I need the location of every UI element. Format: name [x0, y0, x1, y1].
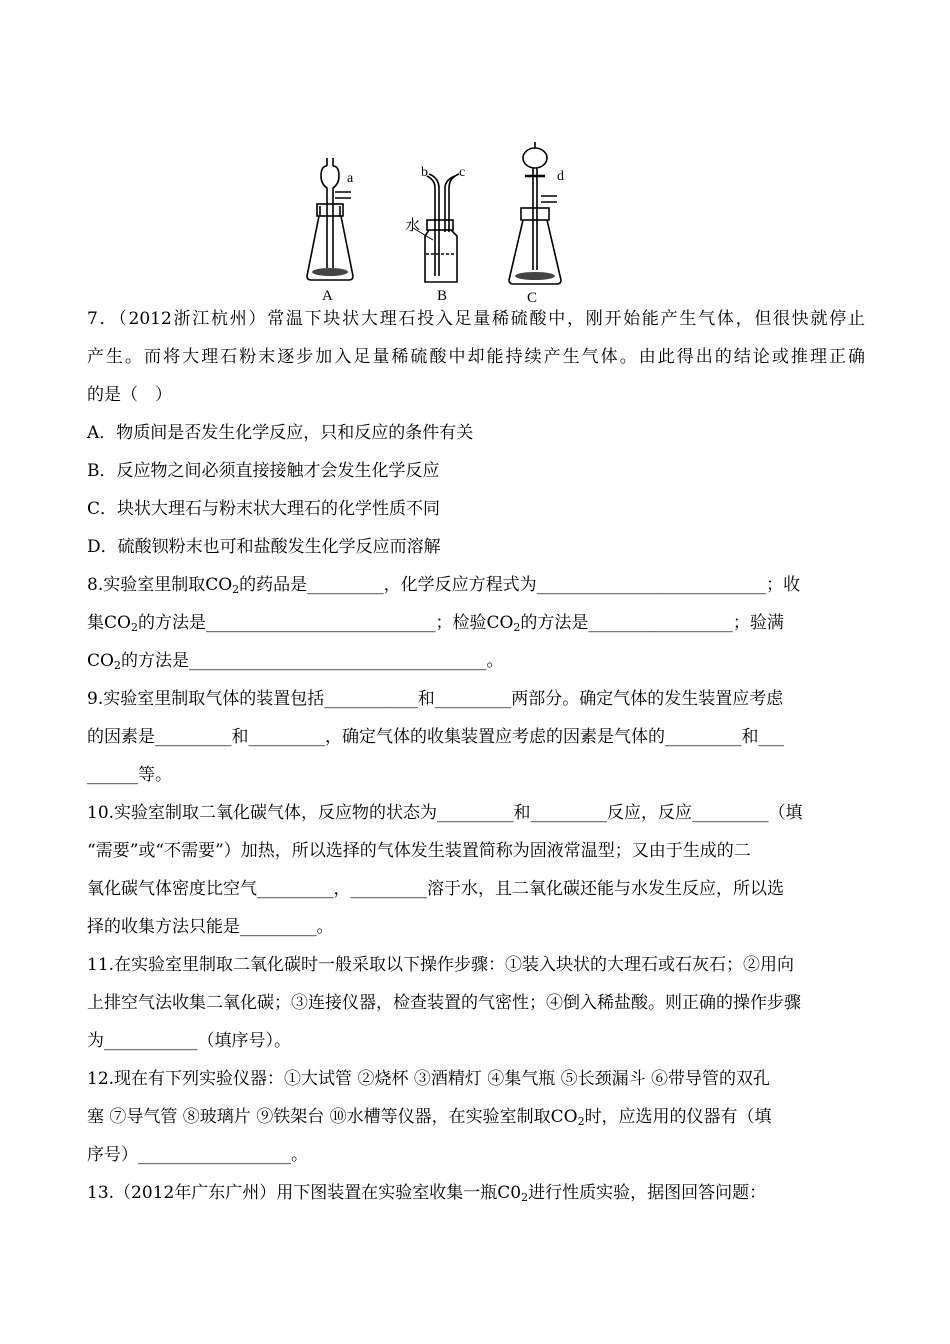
q12-line3: 序号）__________________。 — [87, 1145, 308, 1165]
q7-option-c: C．块状大理石与粉末状大理石的化学性质不同 — [87, 499, 441, 519]
label-d: d — [557, 169, 564, 184]
q10-line3: 氧化碳气体密度比空气_________，_________溶于水，且二氧化碳还能与水发生反应，所以选 — [87, 879, 784, 899]
q10-line1: 10.实验室制取二氧化碳气体，反应物的状态为_________和_________反应，反应_________（填 — [87, 803, 803, 823]
apparatus-figure — [295, 136, 595, 302]
q7-option-a: A．物质间是否发生化学反应，只和反应的条件有关 — [87, 423, 474, 443]
worksheet-text — [87, 300, 865, 1212]
label-a: a — [347, 171, 354, 186]
q11-line3: 为___________（填序号）。 — [87, 1031, 291, 1051]
q12-line1: 12.现在有下列实验仪器：①大试管 ②烧杯 ③酒精灯 ④集气瓶 ⑤长颈漏斗 ⑥带导管的双孔 — [87, 1069, 771, 1089]
label-c: c — [459, 165, 466, 180]
q8-line2: 集$CO_2$的方法是___________________________；检验$CO_2$的方法是_________________；验满 — [87, 613, 784, 634]
q7-option-b: B．反应物之间必须直接接触才会发生化学反应 — [87, 461, 440, 481]
q9-line2: 的因素是_________和_________，确定气体的收集装置应考虑的因素是气体的_________和___ — [87, 727, 784, 747]
q11-line2: 上排空气法收集二氧化碳；③连接仪器，检查装置的气密性；④倒入稀盐酸。则正确的操作步骤 — [87, 993, 801, 1013]
q7-line3: 的是（ ） — [87, 385, 172, 405]
q7-option-d: D．硫酸钡粉末也可和盐酸发生化学反应而溶解 — [87, 537, 441, 557]
apparatus-diagram — [295, 136, 595, 302]
q8-line1: 8.实验室里制取$CO_2$的药品是_________，化学反应方程式为___________________________；收 — [87, 575, 801, 596]
label-water: 水 — [405, 218, 421, 234]
label-A: A — [322, 288, 333, 302]
q10-line2: “需要”或“不需要”）加热，所以选择的气体发生装置简称为固液常温型；又由于生成的二 — [87, 841, 751, 861]
q12-line2: 塞 ⑦导气管 ⑧玻璃片 ⑨铁架台 ⑩水槽等仪器，在实验室制取$CO_2$时，应选用的仪器有（填 — [87, 1107, 772, 1128]
q8-line3: $CO_2$的方法是___________________________________。 — [87, 651, 504, 672]
q9-line1: 9.实验室里制取气体的装置包括___________和_________两部分。确定气体的发生装置应考虑 — [87, 689, 784, 709]
q10-line4: 择的收集方法只能是_________。 — [87, 917, 334, 937]
apparatus-c — [509, 142, 561, 284]
q7-line2: 产生。而将大理石粉末逐步加入足量稀硫酸中却能持续产生气体。由此得出的结论或推理正确 — [87, 347, 865, 367]
label-B: B — [437, 288, 448, 302]
q13-line1: 13.（2012年广东广州）用下图装置在实验室收集一瓶$C0_2$进行性质实验，据图回答问题： — [87, 1183, 767, 1204]
q7-line1: 7．（2012浙江杭州）常温下块状大理石投入足量稀硫酸中，刚开始能产生气体，但很快就停止 — [87, 309, 865, 329]
q9-line3: ______等。 — [87, 765, 172, 785]
label-b: b — [421, 165, 428, 180]
label-C: C — [527, 290, 538, 302]
q11-line1: 11.在实验室里制取二氧化碳时一般采取以下操作步骤：①装入块状的大理石或石灰石；②用向 — [87, 955, 795, 975]
